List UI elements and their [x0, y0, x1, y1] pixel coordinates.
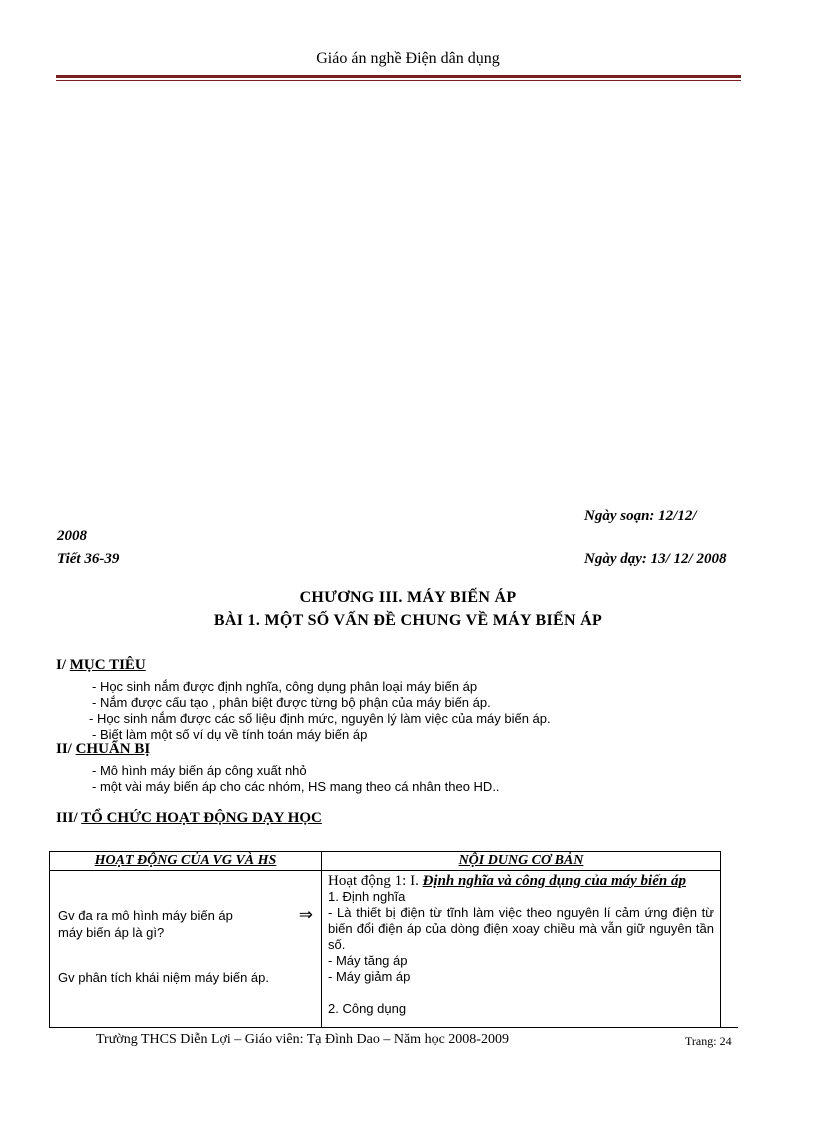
period-number: Tiết 36-39	[57, 551, 120, 567]
activity-1-heading	[328, 873, 714, 889]
section-organization-title: TỔ CHỨC HOẠT ĐỘNG DẠY HỌC	[81, 810, 322, 826]
page-header-title: Giáo án nghề Điện dân dụng	[316, 50, 500, 67]
section-preparation-heading	[56, 741, 150, 758]
activity-line-2: máy biến áp là gì?	[58, 925, 165, 940]
preparation-item: - một vài máy biến áp cho các nhóm, HS mang theo cá nhân theo HD..	[92, 779, 500, 794]
section-preparation-title: CHUẨN BỊ	[75, 741, 151, 757]
table-row	[50, 871, 721, 1028]
activity-1-title: Định nghĩa và công dụng của máy biến áp	[422, 873, 686, 889]
objective-item: - Nắm được cấu tạo , phân biệt được từng bộ phận của máy biến áp.	[92, 695, 491, 710]
content-cell	[322, 871, 721, 1028]
prepared-date: Ngày soạn: 12/12/	[584, 508, 697, 524]
implies-arrow-icon: ⇒	[298, 905, 313, 924]
table-header-row	[50, 852, 721, 871]
page-number: Trang: 24	[685, 1034, 732, 1048]
section-objectives-heading	[56, 657, 146, 674]
col-teacher-student-activity: HOẠT ĐỘNG CỦA VG VÀ HS	[50, 852, 322, 871]
objective-item: - Học sinh nắm được định nghĩa, công dụng phân loại máy biến áp	[92, 679, 478, 694]
activity-cell	[50, 871, 322, 1028]
definition-heading: 1. Định nghĩa	[328, 889, 406, 904]
section-organization-prefix: III/	[56, 810, 82, 826]
teaching-date: Ngày dạy: 13/ 12/ 2008	[584, 551, 727, 567]
activity-line-3: Gv phân tích khái niệm máy biến áp.	[58, 970, 270, 985]
section-preparation-prefix: II/	[56, 741, 76, 757]
objective-item: - Học sinh nắm được các số liệu định mức, nguyên lý làm việc của máy biến áp.	[89, 711, 551, 726]
header-rule-thin	[56, 80, 741, 81]
chapter-title: CHƯƠNG III. MÁY BIẾN ÁP	[299, 589, 517, 606]
prepared-year: 2008	[57, 528, 87, 544]
section-organization-heading	[56, 810, 322, 827]
col-basic-content: NỘI DUNG CƠ BẢN	[322, 852, 721, 871]
step-up-transformer: - Máy tăng áp	[328, 953, 408, 968]
footer-rule	[63, 1027, 738, 1028]
usage-heading: 2. Công dụng	[328, 1001, 407, 1016]
definition-text: - Là thiết bị điện từ tĩnh làm việc theo nguyên lí cảm ứng điện từ biến đổi điện áp của dòng điện xoay chiều mà vẫn giữ nguyên tần số.	[328, 905, 714, 952]
activity-text-block	[58, 905, 318, 985]
activity-1-label: Hoạt động 1: I.	[328, 873, 423, 889]
lesson-activity-table	[49, 851, 721, 1028]
objective-item: - Biết làm một số ví dụ về tính toán máy biến áp	[92, 727, 368, 742]
step-down-transformer: - Máy giảm áp	[328, 969, 411, 984]
activity-line-1: Gv đa ra mô hình máy biến áp	[58, 907, 233, 923]
lesson-title: BÀI 1. MỘT SỐ VẤN ĐỀ CHUNG VỀ MÁY BIẾN ÁP	[213, 612, 603, 629]
preparation-item: - Mô hình máy biến áp công xuất nhỏ	[92, 763, 307, 778]
section-objectives-prefix: I/	[56, 657, 70, 673]
footer-school-info: Trường THCS Diễn Lợi – Giáo viên: Tạ Đình Dao – Năm học 2008-2009	[96, 1032, 509, 1047]
header-rule-thick	[56, 75, 741, 78]
section-objectives-title: MỤC TIÊU	[69, 657, 146, 673]
